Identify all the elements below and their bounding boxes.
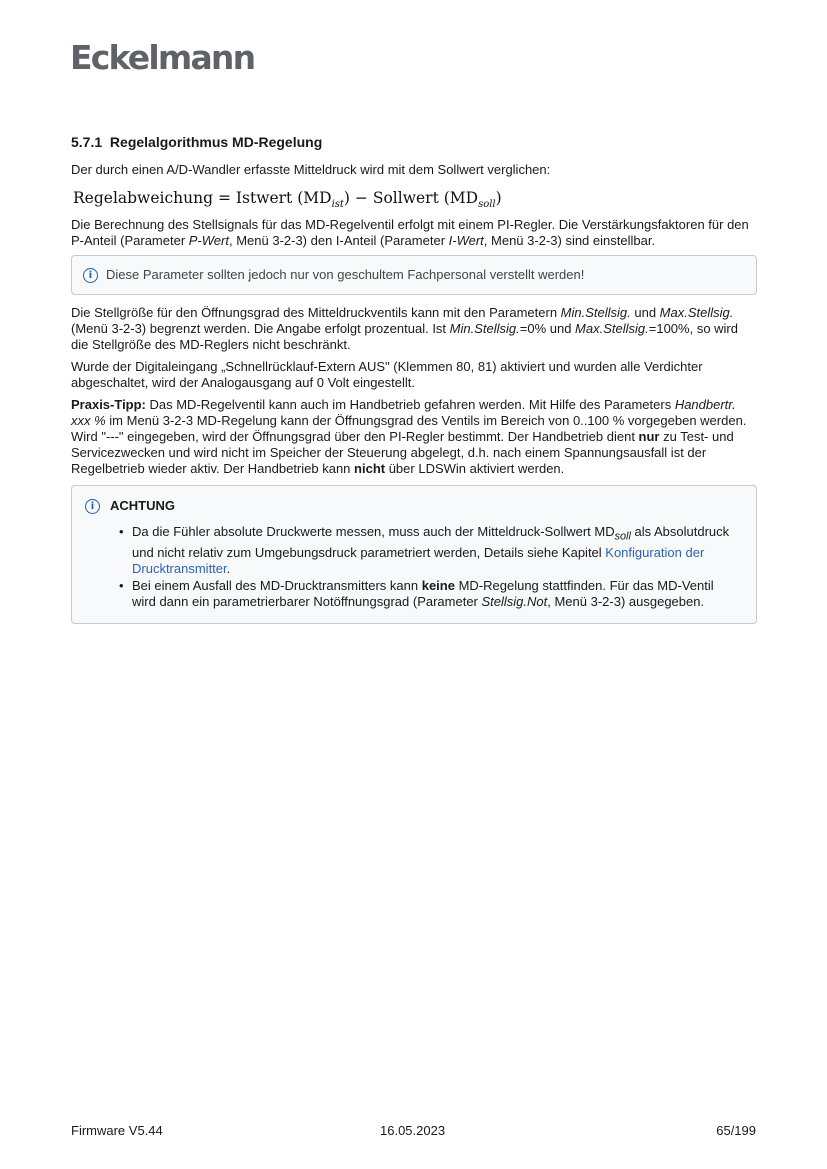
warning-title: ACHTUNG — [110, 498, 175, 514]
footer-date: 16.05.2023 — [380, 1123, 446, 1138]
section-heading — [71, 133, 757, 151]
info-circle-icon: i — [85, 499, 100, 514]
page-content — [71, 133, 757, 634]
warning-note-header — [85, 498, 756, 514]
footer-firmware: Firmware V5.44 — [71, 1123, 163, 1138]
info-note — [71, 255, 757, 295]
info-circle-icon: i — [83, 268, 98, 283]
intro-paragraph: Der durch einen A/D-Wandler erfasste Mitteldruck wird mit dem Sollwert verglichen: — [71, 162, 551, 177]
warning-list — [132, 524, 736, 610]
paragraph-calculation: Die Berechnung des Stellsignals für das MD-Regelventil erfolgt mit einem PI-Regler. Die Verstärkungsfaktoren für den P-Anteil (Parameter P-Wert, Menü 3-2-3) den I-Anteil (Parameter I-Wert, Menü 3-2-3) sind einstellbar. — [71, 217, 749, 249]
paragraph-stellgroesse: Die Stellgröße für den Öffnungsgrad des Mitteldruckventils kann mit den Parametern Min.Stellsig. und Max.Stellsig. (Menü 3-2-3) begrenzt werden. Die Angabe erfolgt prozentual. Ist Min.Stellsig.=0% und Max.Stellsig.=100%, so wird die Stellgröße des MD-Reglers nicht beschränkt. — [71, 305, 738, 353]
list-item: • Bei einem Ausfall des MD-Drucktransmitters kann keine MD-Regelung stattfinden. Für das MD-Ventil wird dann ein parametrierbarer Notöffnungsgrad (Parameter Stellsig.Not, Menü 3-2-3) ausgegeben. — [132, 578, 736, 610]
formula: Regelabweichung = Istwert $(MD_{ist})$ − Sollwert $(MD_{soll})$ — [73, 189, 502, 211]
paragraph-digitaleingang: Wurde der Digitaleingang „Schnellrücklauf-Extern AUS" (Klemmen 80, 81) aktiviert und wurden alle Verdichter abgeschaltet, wird der Analogausgang auf 0 Volt eingestellt. — [71, 359, 703, 391]
drucktransmitter-link[interactable]: Konfiguration der Drucktransmitter — [132, 544, 705, 576]
list-item: • Da die Fühler absolute Druckwerte messen, muss auch der Mitteldruck-Sollwert $MD_{soll}$ als Absolutdruck und nicht relativ zum Umgebungsdruck parametriert werden, Details siehe Kapitel Konfiguration der Drucktransmitter. — [132, 524, 736, 577]
footer-page-number: 65/199 — [716, 1123, 756, 1138]
warning-note — [71, 485, 757, 624]
info-note-text: Diese Parameter sollten jedoch nur von geschultem Fachpersonal verstellt werden! — [106, 267, 585, 283]
paragraph-praxis-tipp: Praxis-Tipp: Das MD-Regelventil kann auch im Handbetrieb gefahren werden. Mit Hilfe des Parameters Handbertr. xxx % im Menü 3-2-3 MD-Regelung kann der Öffnungsgrad des Ventils im Bereich von 0..100 % vorgegeben werden. Wird "---" eingegeben, wird der Öffnungsgrad über den PI-Regler bestimmt. Der Handbetrieb dient nur zu Test- und Servicezwecken und wird nicht im Speicher der Steuerung abgelegt, d.h. nach einem Spannungsausfall ist der Regelbetrieb wieder aktiv. Der Handbetrieb kann nicht über LDSWin aktiviert werden. — [71, 397, 747, 477]
eckelmann-logo: Eckelmann — [70, 38, 255, 77]
section-title: Regelalgorithmus MD-Regelung — [109, 134, 323, 150]
section-number: 5.7.1 — [71, 134, 103, 150]
